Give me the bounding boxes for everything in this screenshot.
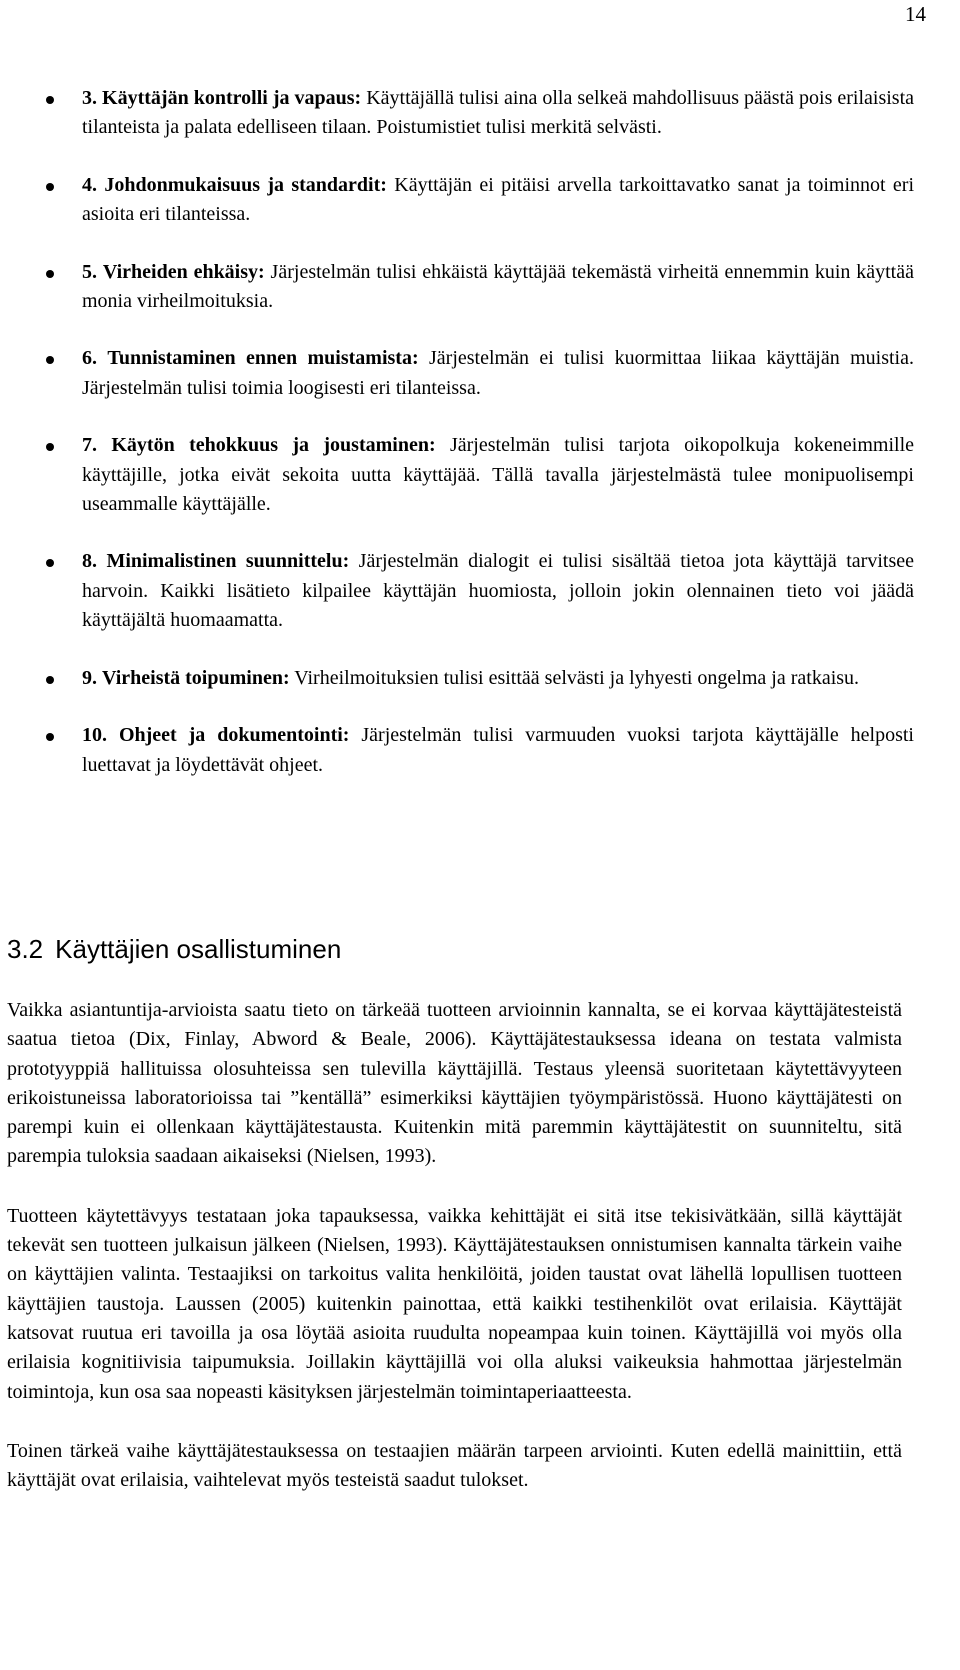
section-title: Käyttäjien osallistuminen [55, 934, 342, 964]
item-text: Järjestelmän ei tulisi kuormittaa liikaa käyttäjän muistia. Järjestelmän tulisi toimia loogisesti eri tilanteissa. [82, 347, 914, 399]
item-number: 3. [82, 87, 97, 109]
item-text: Virheilmoituksien tulisi esittää selvästi ja lyhyesti ongelma ja ratkaisu. [289, 666, 860, 689]
item-number: 4. [82, 173, 97, 196]
list-item [44, 258, 914, 317]
page-number: 14 [905, 2, 926, 26]
heuristics-list [44, 84, 914, 808]
item-number: 7. [82, 434, 97, 457]
bullet-icon [46, 356, 54, 364]
item-term: Virheiden ehkäisy: [102, 260, 265, 283]
bullet-icon [46, 676, 54, 684]
item-term: Virheistä toipuminen: [102, 666, 290, 689]
body-text [7, 996, 902, 1525]
list-item [44, 84, 914, 143]
item-text: Järjestelmän dialogit ei tulisi sisältää tietoa jota käyttäjä tarvitsee harvoin. Kaikki lisätieto kilpailee käyttäjän huomiosta, jolloin jokin olennainen tieto voi jäädä käyttäjältä huomaamatta. [82, 550, 914, 632]
item-number: 6. [82, 347, 97, 370]
list-item [44, 547, 914, 635]
list-item [44, 344, 914, 403]
list-item [44, 664, 914, 693]
list-item [44, 431, 914, 519]
list-item [44, 721, 914, 780]
bullet-icon [46, 96, 54, 104]
section-heading [7, 933, 341, 965]
item-text: Järjestelmän tulisi ehkäistä käyttäjää tekemästä virheitä ennemmin kuin käyttää monia virheilmoituksia. [82, 260, 914, 313]
bullet-icon [46, 559, 54, 567]
bullet-icon [46, 183, 54, 191]
list-item [44, 171, 914, 230]
item-number: 5. [82, 260, 97, 283]
item-number: 10. [82, 724, 107, 747]
section-number: 3.2 [7, 934, 44, 964]
item-text: Järjestelmän tulisi varmuuden vuoksi tarjota käyttäjälle helposti luettavat ja löydettävät ohjeet. [82, 724, 914, 776]
item-number: 8. [82, 550, 97, 573]
item-number: 9. [82, 666, 97, 689]
item-term: Käyttäjän kontrolli ja vapaus: [102, 87, 362, 109]
paragraph: Toinen tärkeä vaihe käyttäjätestauksessa on testaajien määrän tarpeen arviointi. Kuten edellä mainittiin, että käyttäjät ovat erilaisia, vaihtelevat myös testeistä saadut tulokset. [7, 1439, 902, 1492]
item-term: Minimalistinen suunnittelu: [106, 550, 350, 573]
paragraph: Tuotteen käytettävyys testataan joka tapauksessa, vaikka kehittäjät ei sitä itse tekisivätkään, sillä käyttäjät tekevät sen tuotteen julkaisun jälkeen (Nielsen, 1993). Käyttäjätestauksen onnistumisen kannalta tärkein vaihe on käyttäjien valinta. Testaajiksi on tarkoitus valita henkilöitä, joiden taustat ovat lähellä lopullisen tuotteen käyttäjien taustoja. Laussen (2005) kuitenkin painottaa, että kaikki testihenkilöt ovat erilaisia. Käyttäjät katsovat ruutua eri tavoilla ja osa löytää asioita ruudulta nopeampaa kuin toinen. Käyttäjillä voi myös olla erilaisia kognitiivisia taipumuksia. Joillakin käyttäjillä voi olla aluksi vaikeuksia hahmottaa järjestelmän toimintoja, kun osa saa nopeasti käsityksen järjestelmän toimintaperiaatteesta. [7, 1204, 902, 1403]
bullet-icon [46, 270, 54, 278]
item-text: Käyttäjällä tulisi aina olla selkeä mahdollisuus päästä pois erilaisista tilanteista ja palata edelliseen tilaan. Poistumistiet tulisi merkitä selvästi. [82, 87, 915, 139]
bullet-icon [46, 733, 54, 741]
item-term: Tunnistaminen ennen muistamista: [107, 347, 419, 370]
item-term: Käytön tehokkuus ja joustaminen: [111, 434, 436, 457]
item-text: Järjestelmän tulisi tarjota oikopolkuja kokeneimmille käyttäjille, jotka eivät sekoita uutta käyttäjää. Tällä tavalla järjestelmästä tulee monipuolisempi useammalle käyttäjälle. [82, 434, 915, 516]
item-text: Käyttäjän ei pitäisi arvella tarkoittavatko sanat ja toiminnot eri asioita eri tilanteissa. [82, 173, 915, 226]
bullet-icon [46, 443, 54, 451]
item-term: Ohjeet ja dokumentointi: [118, 724, 350, 747]
paragraph: Vaikka asiantuntija-arvioista saatu tieto on tärkeää tuotteen arvioinnin kannalta, se ei korvaa käyttäjätesteistä saatua tietoa (Dix, Finlay, Abword & Beale, 2006). Käyttäjätestauksessa ideana on testata valmista prototyyppiä hallituissa olosuhteissa sen tulevilla käyttäjillä. Testaus yleensä suoritetaan käytettävyyteen erikoistuneissa laboratorioissa tai ”kentällä” esimerkiksi käyttäjien työympäristössä. Huono käyttäjätesti on parempi kuin ei ollenkaan käyttäjätestausta. Kuitenkin mitä paremmin käyttäjätestit on suunniteltu, sitä parempia tuloksia saadaan aikaiseksi (Nielsen, 1993). [7, 999, 902, 1168]
item-term: Johdonmukaisuus ja standardit: [104, 173, 387, 196]
